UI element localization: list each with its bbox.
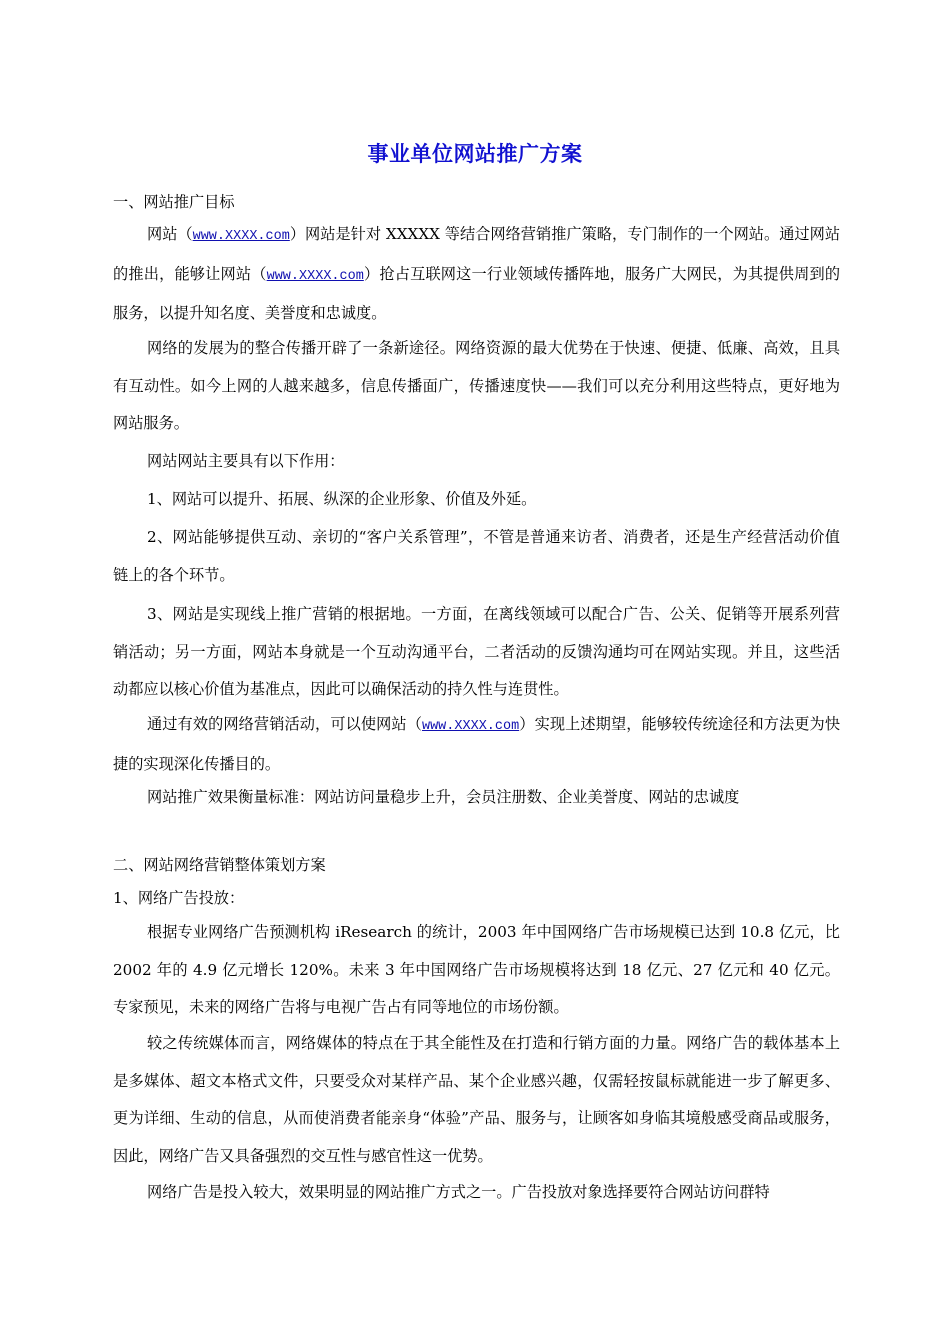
s1-paragraph-3: 网站网站主要具有以下作用： [147, 452, 345, 470]
s1-paragraph-1 [113, 216, 840, 333]
s1-paragraph-5: 2、网站能够提供互动、亲切的“客户关系管理”，不管是普通来访者、消费者，还是生产经营活动价值链上的各个环节。 [113, 528, 840, 584]
s1-paragraph-8: 网站推广效果衡量标准：网站访问量稳步上升，会员注册数、企业美誉度、网站的忠诚度 [147, 788, 740, 806]
s2-paragraph-2: 较之传统媒体而言，网络媒体的特点在于其全能性及在打造和行销方面的力量。网络广告的载体基本上是多媒体、超文本格式文件，只要受众对某样产品、某个企业感兴趣，仅需轻按鼠标就能进一步了解更多、更为详细、生动的信息，从而使消费者能亲身“体验”产品、服务与，让顾客如身临其境般感受商品或服务，因此，网络广告又具备强烈的交互性与感官性这一优势。 [113, 1034, 840, 1165]
s2-paragraph-3: 网络广告是投入较大，效果明显的网站推广方式之一。广告投放对象选择要符合网站访问群特 [147, 1183, 770, 1201]
s1-p1-text-b: ）网站是针对 XXXXX 等结合网络营销推广策略，专门制作的一个网站。通过网站的推出，能够让网站（ [113, 225, 841, 283]
s1-p7-text-a: 通过有效的网络营销活动，可以使网站（ [147, 715, 422, 733]
website-link[interactable]: www.XXXX.com [266, 268, 364, 284]
page-title: 事业单位网站推广方案 [367, 142, 583, 166]
s1-paragraph-6: 3、网站是实现线上推广营销的根据地。一方面，在离线领域可以配合广告、公关、促销等开展系列营销活动；另一方面，网站本身就是一个互动沟通平台，二者活动的反馈沟通均可在网站实现。并且，这些活动都应以核心价值为基准点，因此可以确保活动的持久性与连贯性。 [113, 605, 840, 698]
website-link[interactable]: www.XXXX.com [192, 229, 290, 244]
section-2-subheading-1: 1、网络广告投放： [113, 889, 245, 907]
s2-paragraph-1: 根据专业网络广告预测机构 iResearch 的统计，2003 年中国网络广告市场规模已达到 10.8 亿元，比 2002 年的 4.9 亿元增长 120%。未来 3 年中国网络广告市场规模将达到 18 亿元、27 亿元和 40 亿元。专家预见，未来的网络广告将与电视广告占有同等地位的市场份额。 [113, 923, 840, 1016]
s1-p1-text-a: 网站（ [147, 225, 193, 243]
s1-paragraph-7 [113, 706, 840, 783]
s1-paragraph-4: 1、网站可以提升、拓展、纵深的企业形象、价值及外延。 [147, 490, 537, 508]
s1-p7-text-b: ）实现上述期望，能够较传统途径和方法更为快捷的实现深化传播目的。 [113, 715, 841, 773]
section-1-heading: 一、网站推广目标 [113, 193, 235, 211]
website-link[interactable]: www.XXXX.com [421, 719, 520, 734]
section-2-heading: 二、网站网络营销整体策划方案 [113, 856, 326, 874]
s1-p1-text-c: ）抢占互联网这一行业领域传播阵地，服务广大网民，为其提供周到的服务，以提升知名度、美誉度和忠诚度。 [113, 264, 841, 322]
s1-paragraph-2: 网络的发展为的整合传播开辟了一条新途径。网络资源的最大优势在于快速、便捷、低廉、高效，且具有互动性。如今上网的人越来越多，信息传播面广，传播速度快——我们可以充分利用这些特点，更好地为网站服务。 [113, 339, 840, 432]
